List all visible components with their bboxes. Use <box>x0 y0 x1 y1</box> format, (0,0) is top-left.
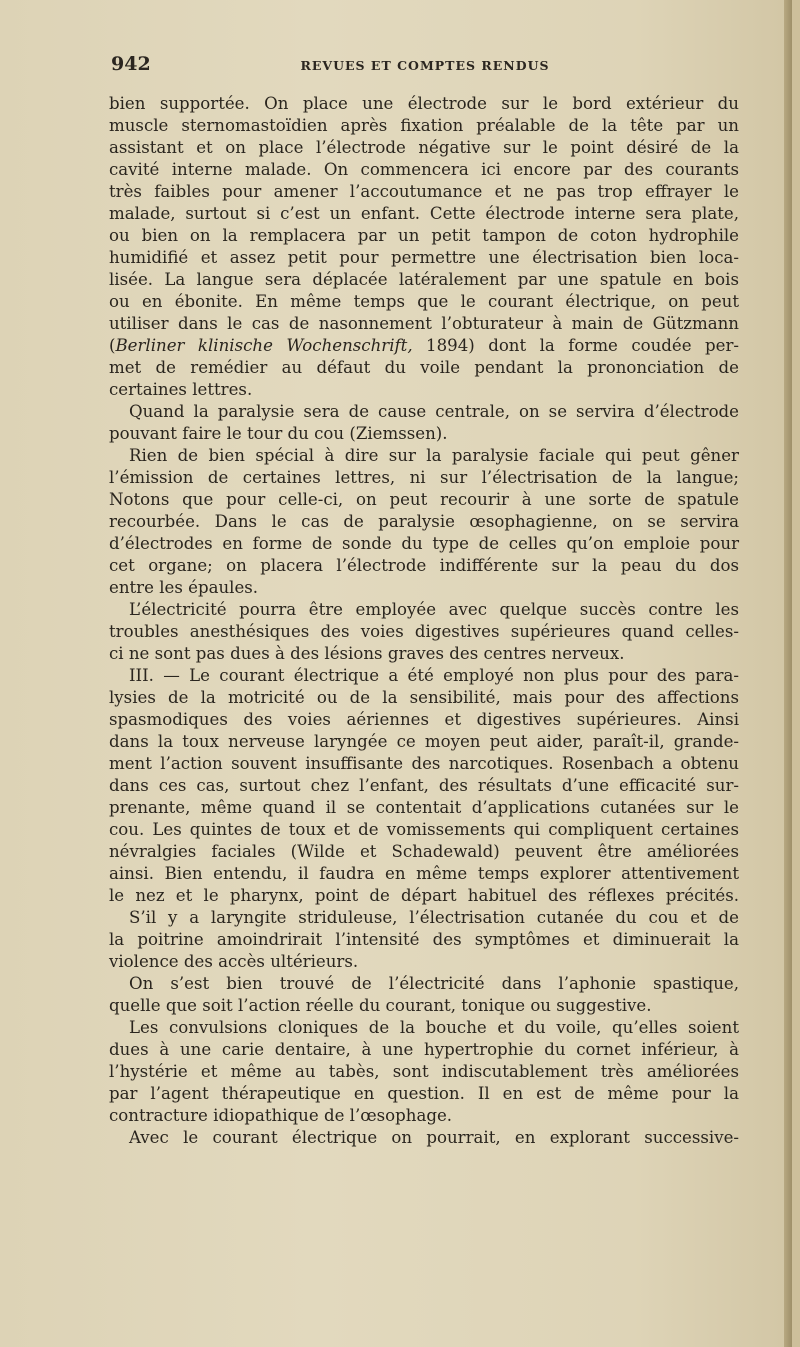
text-line: contracture idiopathique de l’œsophage. <box>109 1106 453 1125</box>
journal-title: Berliner klinische Wochenschrift, <box>115 336 413 355</box>
text-line: Notons que pour celle-ci, on peut recourir à une sorte de spatule <box>109 490 739 509</box>
text-line: On s’est bien trouvé de l’électricité dans l’aphonie spastique, <box>129 974 739 993</box>
citation-open: ( <box>109 336 116 355</box>
text-line: L’électricité pourra être employée avec quelque succès contre les <box>129 600 739 619</box>
text-line: certaines lettres. <box>109 380 253 399</box>
text-line: troubles anesthésiques des voies digestives supérieures quand celles- <box>109 622 739 641</box>
body-text <box>109 93 739 1149</box>
text-line: ou en ébonite. En même temps que le courant électrique, on peut <box>109 292 739 311</box>
text-line: malade, surtout si c’est un enfant. Cette électrode interne sera plate, <box>109 204 739 223</box>
text-line: violence des accès ultérieurs. <box>109 952 359 971</box>
text-line: d’électrodes en forme de sonde du type de celles qu’on emploie pour <box>109 534 739 553</box>
page-edge <box>784 0 792 1347</box>
running-head: REVUES ET COMPTES RENDUS <box>300 58 550 73</box>
text-line: spasmodiques des voies aériennes et digestives supérieures. Ainsi <box>109 710 739 729</box>
text-line: Avec le courant électrique on pourrait, en explorant successive- <box>129 1128 739 1147</box>
text-line: Quand la paralysie sera de cause centrale, on se servira d’électrode <box>129 402 739 421</box>
text-line: le nez et le pharynx, point de départ habituel des réflexes précités. <box>109 886 739 905</box>
text-line: III. — Le courant électrique a été employé non plus pour des para- <box>129 666 739 685</box>
text-line: dans la toux nerveuse laryngée ce moyen peut aider, paraît-il, grande- <box>109 732 739 751</box>
text-line: pouvant faire le tour du cou (Ziemssen). <box>109 424 448 443</box>
text-line-citation <box>109 335 739 357</box>
text-line: ainsi. Bien entendu, il faudra en même temps explorer attentivement <box>109 864 739 883</box>
text-line: utiliser dans le cas de nasonnement l’obturateur à main de Gützmann <box>109 314 739 333</box>
text-line: très faibles pour amener l’accoutumance et ne pas trop effrayer le <box>109 182 739 201</box>
text-line: cou. Les quintes de toux et de vomissements qui compliquent certaines <box>109 820 739 839</box>
text-line: bien supportée. On place une électrode sur le bord extérieur du <box>109 94 739 113</box>
page-number: 942 <box>111 53 151 75</box>
text-line: l’émission de certaines lettres, ni sur l’électrisation de la langue; <box>109 468 739 487</box>
text-line: l’hystérie et même au tabès, sont indiscutablement très améliorées <box>109 1062 739 1081</box>
text-line: lisée. La langue sera déplacée latéralement par une spatule en bois <box>109 270 739 289</box>
text-line: entre les épaules. <box>109 578 259 597</box>
text-line: prenante, même quand il se contentait d’applications cutanées sur le <box>109 798 739 817</box>
text-line: la poitrine amoindrirait l’intensité des symptômes et diminuerait la <box>109 930 739 949</box>
text-line: dues à une carie dentaire, à une hypertrophie du cornet inférieur, à <box>109 1040 739 1059</box>
text-line: quelle que soit l’action réelle du courant, tonique ou suggestive. <box>109 996 652 1015</box>
text-line: dans ces cas, surtout chez l’enfant, des résultats d’une efficacité sur- <box>109 776 739 795</box>
text-line: muscle sternomastoïdien après fixation préalable de la tête par un <box>109 116 739 135</box>
text-line: ou bien on la remplacera par un petit tampon de coton hydrophile <box>109 226 739 245</box>
text-line: humidifié et assez petit pour permettre une électrisation bien loca- <box>109 248 739 267</box>
page-header <box>111 53 739 77</box>
text-line: Rien de bien spécial à dire sur la paralysie faciale qui peut gêner <box>129 446 739 465</box>
text-line: recourbée. Dans le cas de paralysie œsophagienne, on se servira <box>109 512 739 531</box>
text-line: névralgies faciales (Wilde et Schadewald) peuvent être améliorées <box>109 842 739 861</box>
text-line: S’il y a laryngite striduleuse, l’électrisation cutanée du cou et de <box>129 908 739 927</box>
text-line: cavité interne malade. On commencera ici encore par des courants <box>109 160 739 179</box>
text-line: par l’agent thérapeutique en question. Il en est de même pour la <box>109 1084 739 1103</box>
text-line: ment l’action souvent insuffisante des narcotiques. Rosenbach a obtenu <box>109 754 739 773</box>
text-line: Les convulsions cloniques de la bouche et du voile, qu’elles soient <box>129 1018 739 1037</box>
text-line: met de remédier au défaut du voile pendant la prononciation de <box>109 358 739 377</box>
text-line: lysies de la motricité ou de la sensibilité, mais pour des affections <box>109 688 739 707</box>
citation-rest: 1894) dont la forme coudée per- <box>412 336 739 355</box>
text-line: assistant et on place l’électrode négative sur le point désiré de la <box>109 138 739 157</box>
text-line: cet organe; on placera l’électrode indifférente sur la peau du dos <box>109 556 739 575</box>
text-line: ci ne sont pas dues à des lésions graves des centres nerveux. <box>109 644 625 663</box>
